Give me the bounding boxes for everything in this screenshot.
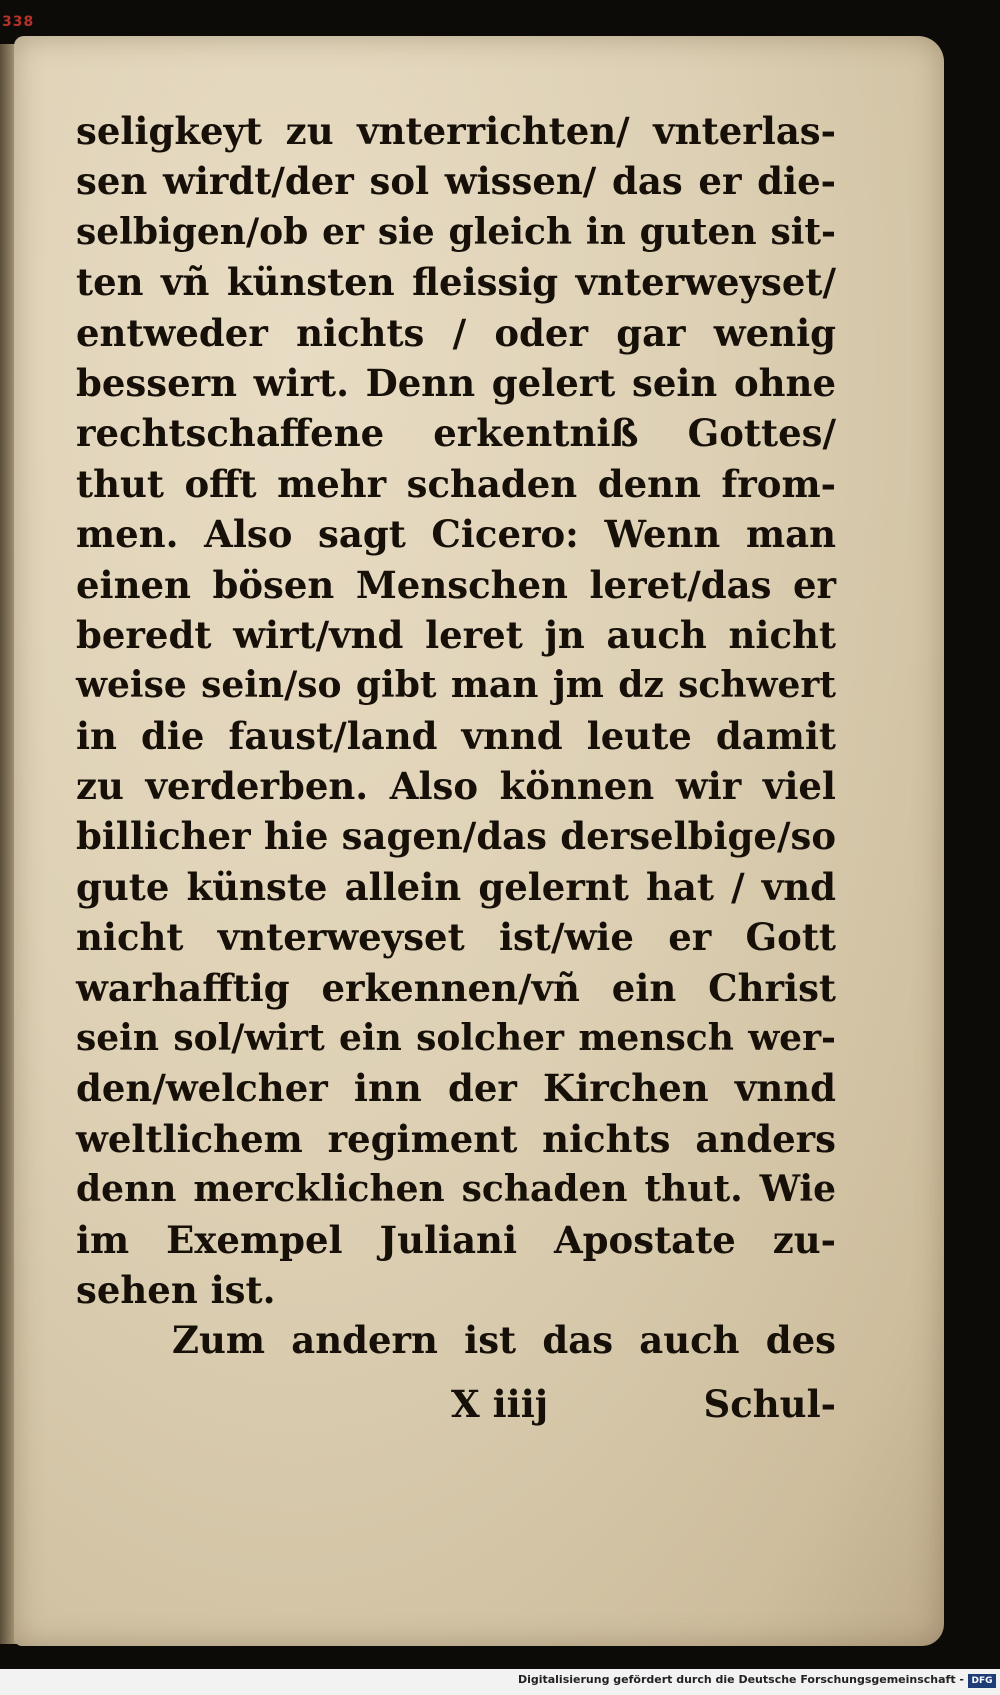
scan-corner-number: 338 xyxy=(2,14,35,30)
catchword: Schul- xyxy=(703,1382,836,1426)
text-line: rechtschaffene erkentniß Gottes/ xyxy=(76,411,836,456)
text-line: gute künste allein gelernt hat / vnd xyxy=(76,864,836,909)
text-line: bessern wirt. Denn gelert sein ohne xyxy=(76,360,836,405)
funding-credit: Digitalisierung gefördert durch die Deutsche Forschungsgemeinschaft - xyxy=(517,1673,964,1686)
text-line: ten vñ künsten fleissig vnterweyset/ xyxy=(76,260,836,305)
footer-bar xyxy=(0,1669,1000,1695)
text-line: beredt wirt/vnd leret jn auch nicht xyxy=(76,612,836,657)
text-line: weise sein/so gibt man jm dz schwert xyxy=(76,664,836,707)
text-line: warhafftig erkennen/vñ ein Christ xyxy=(76,965,836,1010)
page-text-block xyxy=(76,106,836,1366)
dfg-logo-icon: DFG xyxy=(968,1674,996,1688)
text-line: seligkeyt zu vnterrichten/ vnterlas- xyxy=(76,109,836,153)
text-line: weltlichem regiment nichts anders xyxy=(76,1116,836,1161)
paragraph-start-line: Zum andern ist das auch des xyxy=(172,1318,836,1363)
text-line: denn mercklichen schaden thut. Wie xyxy=(76,1168,836,1211)
text-line: thut offt mehr schaden denn from- xyxy=(76,461,836,506)
text-line: sen wirdt/der sol wissen/ das er die- xyxy=(76,159,836,204)
text-line: nicht vnterweyset ist/wie er Gott xyxy=(76,915,836,960)
text-line: entweder nichts / oder gar wenig xyxy=(76,310,836,355)
text-line: den/welcher inn der Kirchen vnnd xyxy=(76,1066,836,1111)
paragraph-end-line: sehen ist. xyxy=(76,1267,276,1312)
text-line: in die faust/land vnnd leute damit xyxy=(76,713,836,758)
text-line: im Exempel Juliani Apostate zu- xyxy=(76,1217,836,1262)
text-line: einen bösen Menschen leret/das er xyxy=(76,562,836,607)
text-line: billicher hie sagen/das derselbige/so xyxy=(76,814,836,859)
page-catchline xyxy=(76,1376,836,1432)
text-line: sein sol/wirt ein solcher mensch wer- xyxy=(76,1017,836,1060)
book-page xyxy=(14,36,944,1646)
text-line: selbigen/ob er sie gleich in guten sit- xyxy=(76,210,836,253)
text-line: zu verderben. Also können wir viel xyxy=(76,764,836,809)
signature-mark: X iiij xyxy=(451,1382,549,1426)
text-line: men. Also sagt Cicero: Wenn man xyxy=(76,512,836,557)
